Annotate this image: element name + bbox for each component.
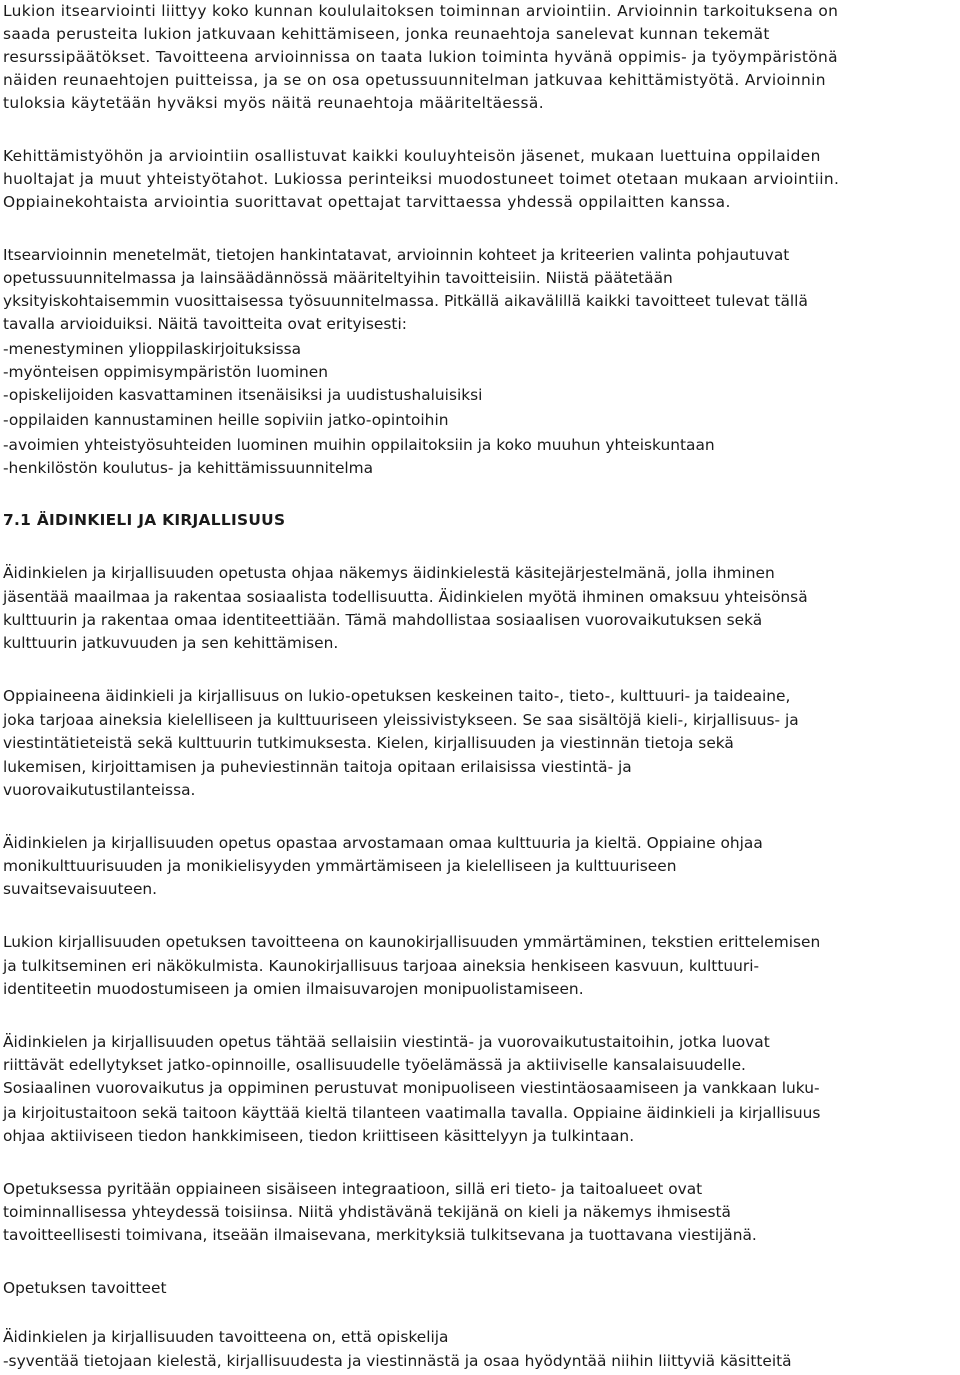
text-line: toiminnallisessa yhteydessä toisiinsa. Niitä yhdistävänä tekijänä on kieli ja näkemys ihmisestä — [3, 1203, 731, 1221]
text-line: Oppiaineena äidinkieli ja kirjallisuus on lukio-opetuksen keskeinen taito-, tieto-, kulttuuri- ja taideaine, — [3, 687, 791, 705]
text-line: viestintätieteistä sekä kulttuurin tutkimuksesta. Kielen, kirjallisuuden ja viestinnän tietoja sekä — [3, 734, 734, 752]
text-line: suvaitsevaisuuteen. — [3, 880, 158, 898]
text-line: Äidinkielen ja kirjallisuuden tavoitteena on, että opiskelija — [3, 1328, 449, 1346]
text-line: Äidinkielen ja kirjallisuuden opetusta ohjaa näkemys äidinkielestä käsitejärjestelmänä, jolla ihminen — [3, 564, 775, 582]
text-line: Sosiaalinen vuorovaikutus ja oppiminen perustuvat monipuoliseen viestintäosaamiseen ja vankkaan luku- — [3, 1079, 820, 1097]
subheading: Opetuksen tavoitteet — [3, 1279, 167, 1297]
text-line: kulttuurin jatkuvuuden ja sen kehittämisen. — [3, 634, 339, 652]
list-item: -menestyminen ylioppilaskirjoituksissa — [3, 340, 302, 358]
text-line: identiteetin muodostumiseen ja omien ilmaisuvarojen monipuolistamiseen. — [3, 980, 584, 998]
text-line: Äidinkielen ja kirjallisuuden opetus tähtää sellaisiin viestintä- ja vuorovaikutustaitoihin, jotka luovat — [3, 1033, 770, 1051]
text-line: jäsentää maailmaa ja rakentaa sosiaalista todellisuutta. Äidinkielen myötä ihminen omaksuu yhteisönsä — [3, 588, 808, 606]
text-line: Opetuksessa pyritään oppiaineen sisäiseen integraatioon, sillä eri tieto- ja taitoalueet ovat — [3, 1180, 703, 1198]
text-line: tuloksia käytetään hyväksi myös näitä reunaehtoja määriteltäessä. — [3, 94, 544, 112]
text-line: Lukion itsearviointi liittyy koko kunnan koululaitoksen toiminnan arviointiin. Arvioinnin tarkoituksena on — [3, 2, 839, 20]
text-line: Itsearvioinnin menetelmät, tietojen hankintatavat, arvioinnin kohteet ja kriteerien valinta pohjautuvat — [3, 246, 790, 264]
list-item: -myönteisen oppimisympäristön luominen — [3, 363, 328, 381]
text-line: Oppiainekohtaista arviointia suorittavat opettajat tarvittaessa yhdessä oppilaitten kanssa. — [3, 193, 731, 211]
text-line: saada perusteita lukion jatkuvaan kehittämiseen, jonka reunaehtoja sanelevat kunnan tekemät — [3, 25, 770, 43]
list-item: -opiskelijoiden kasvattaminen itsenäisiksi ja uudistushaluisiksi — [3, 386, 483, 404]
text-line: yksityiskohtaisemmin vuosittaisessa työsuunnitelmassa. Pitkällä aikavälillä kaikki tavoitteet tulevat tällä — [3, 292, 808, 310]
text-line: ohjaa aktiiviseen tiedon hankkimiseen, tiedon kriittiseen käsittelyyn ja tulkintaan. — [3, 1127, 635, 1145]
text-line: näiden reunaehtojen puitteissa, ja se on osa opetussuunnitelman jatkuvaa kehittämistyötä. Arvioinnin — [3, 71, 826, 89]
list-item: -oppilaiden kannustaminen heille sopiviin jatko-opintoihin — [3, 411, 449, 429]
text-line: monikulttuurisuuden ja monikielisyyden ymmärtämiseen ja kielelliseen ja kulttuuriseen — [3, 857, 677, 875]
list-item: -avoimien yhteistyösuhteiden luominen muihin oppilaitoksiin ja koko muuhun yhteiskuntaan — [3, 436, 715, 454]
text-line: Lukion kirjallisuuden opetuksen tavoitteena on kaunokirjallisuuden ymmärtäminen, tekstien erittelemisen — [3, 933, 821, 951]
text-line: Äidinkielen ja kirjallisuuden opetus opastaa arvostamaan omaa kulttuuria ja kieltä. Oppiaine ohjaa — [3, 834, 763, 852]
text-line: lukemisen, kirjoittamisen ja puheviestinnän taitoja opitaan erilaisissa viestintä- ja — [3, 758, 632, 776]
text-line: vuorovaikutustilanteissa. — [3, 781, 196, 799]
text-line: riittävät edellytykset jatko-opinnoille, osallisuudelle työelämässä ja aktiiviselle kansalaisuudelle. — [3, 1056, 746, 1074]
text-line: Kehittämistyöhön ja arviointiin osallistuvat kaikki kouluyhteisön jäsenet, mukaan luettuina oppilaiden — [3, 147, 821, 165]
list-item: -henkilöstön koulutus- ja kehittämissuunnitelma — [3, 459, 374, 477]
text-line: ja tulkitseminen eri näkökulmista. Kaunokirjallisuus tarjoaa aineksia henkiseen kasvuun, kulttuuri- — [3, 957, 760, 975]
text-line: huoltajat ja muut yhteistyötahot. Lukiossa perinteiksi muodostuneet toimet otetaan mukaan arviointiin. — [3, 170, 840, 188]
text-line: tavoitteellisesti toimivana, itseään ilmaisevana, merkityksiä tulkitsevana ja tuottavana viestijänä. — [3, 1226, 757, 1244]
text-line: resurssipäätökset. Tavoitteena arvioinnissa on taata lukion toiminta hyvänä oppimis- ja työympäristönä — [3, 48, 838, 66]
text-line: tavalla arvioiduiksi. Näitä tavoitteita ovat erityisesti: — [3, 315, 407, 333]
text-line: opetussuunnitelmassa ja lainsäädännössä määriteltyihin tavoitteisiin. Niistä päätetään — [3, 269, 673, 287]
section-heading: 7.1 ÄIDINKIELI JA KIRJALLISUUS — [3, 511, 286, 529]
text-line: ja kirjoitustaitoon sekä taitoon käyttää kieltä tilanteen vaatimalla tavalla. Oppiaine äidinkieli ja kirjallisuus — [3, 1104, 821, 1122]
list-item: -syventää tietojaan kielestä, kirjallisuudesta ja viestinnästä ja osaa hyödyntää niihin liittyviä käsitteitä — [3, 1352, 792, 1370]
text-line: kulttuurin ja rakentaa omaa identiteettiään. Tämä mahdollistaa sosiaalisen vuorovaikutuksen sekä — [3, 611, 763, 629]
text-line: joka tarjoaa aineksia kielelliseen ja kulttuuriseen yleissivistykseen. Se saa sisältöjä kieli-, kirjallisuus- ja — [3, 711, 799, 729]
